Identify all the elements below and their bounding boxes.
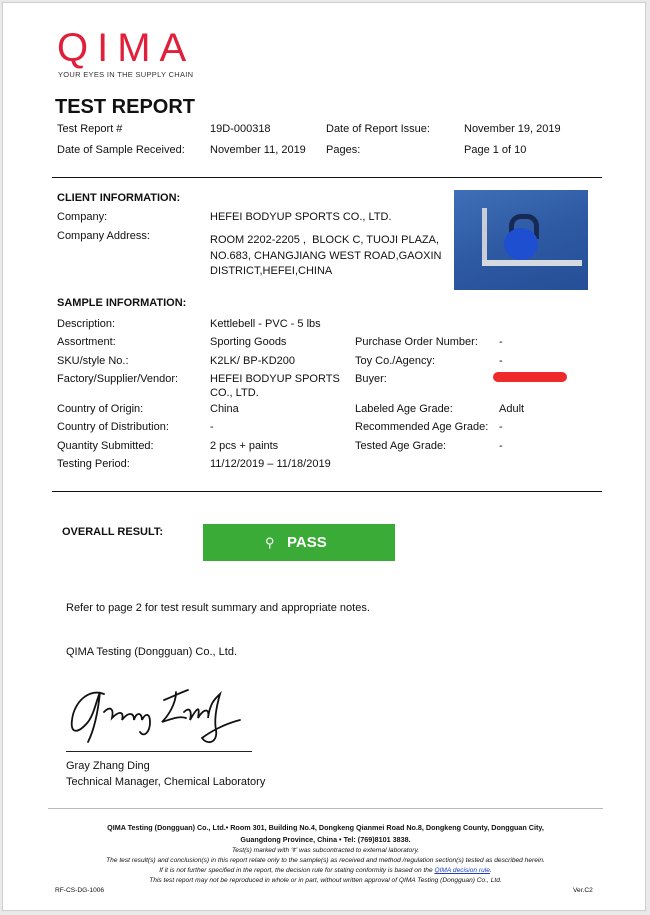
test-report-label: Test Report # bbox=[57, 123, 123, 135]
tested-age-value: - bbox=[499, 440, 503, 452]
footer-note2: The test result(s) and conclusion(s) in this report relate only to the sample(s) as received and method /regulation section(s) tested as described herein. bbox=[106, 857, 545, 864]
form-code: RF-CS-DG-1006 bbox=[55, 887, 105, 894]
issue-date-label: Date of Report Issue: bbox=[326, 123, 430, 135]
pass-text: PASS bbox=[287, 534, 327, 551]
qima-logo: QIMA bbox=[57, 26, 196, 70]
origin-label: Country of Origin: bbox=[57, 403, 144, 415]
test-report-value: 19D-000318 bbox=[210, 123, 271, 135]
pass-badge bbox=[203, 524, 395, 561]
company-value: HEFEI BODYUP SPORTS CO., LTD. bbox=[210, 211, 392, 223]
page-title: TEST REPORT bbox=[55, 96, 196, 118]
handwritten-signature bbox=[64, 672, 254, 752]
address-line-3: DISTRICT,HEFEI,CHINA bbox=[210, 265, 333, 277]
footer-address-line2: Guangdong Province, China • Tel: (769)8101 3838. bbox=[240, 835, 411, 844]
kettlebell-body bbox=[504, 228, 538, 260]
period-label: Testing Period: bbox=[57, 458, 130, 470]
footer-note1: Test(s) marked with '¢' was subcontracted to external laboratory. bbox=[231, 847, 420, 854]
photo-ruler-vertical bbox=[482, 208, 487, 266]
description-value: Kettlebell - PVC - 5 lbs bbox=[210, 318, 321, 330]
sample-received-label: Date of Sample Received: bbox=[57, 144, 185, 156]
client-heading: CLIENT INFORMATION: bbox=[57, 192, 181, 204]
pages-label: Pages: bbox=[326, 144, 361, 156]
address-line-1: ROOM 2202-2205 , BLOCK C, TUOJI PLAZA, bbox=[210, 234, 440, 246]
sample-photo bbox=[454, 190, 588, 290]
footer-address-line1: QIMA Testing (Dongguan) Co., Ltd.• Room 301, Building No.4, Dongkeng Qianmei Road No.8, Dongkeng County, Dongguan City, bbox=[107, 823, 544, 832]
lightbulb-icon: ⚲ bbox=[265, 535, 275, 550]
footer-divider bbox=[48, 808, 603, 809]
agency-value: - bbox=[499, 355, 503, 367]
sample-received-value: November 11, 2019 bbox=[210, 144, 306, 156]
report-page bbox=[2, 2, 646, 911]
buyer-redaction bbox=[493, 372, 567, 382]
assortment-label: Assortment: bbox=[57, 336, 116, 348]
version-label: Ver.C2 bbox=[573, 887, 593, 894]
factory-line-2: CO., LTD. bbox=[210, 387, 259, 399]
sku-value: K2LK/ BP-KD200 bbox=[210, 355, 295, 367]
signature-line bbox=[66, 751, 252, 752]
address-line-2: NO.683, CHANGJIANG WEST ROAD,GAOXIN bbox=[210, 250, 442, 262]
result-note: Refer to page 2 for test result summary and appropriate notes. bbox=[66, 602, 370, 614]
sample-heading: SAMPLE INFORMATION: bbox=[57, 297, 187, 309]
origin-value: China bbox=[210, 403, 239, 415]
footer-note3-prefix: If it is not further specified in the report, the decision rule for stating conformity is based on the bbox=[159, 867, 435, 874]
buyer-label: Buyer: bbox=[355, 373, 387, 385]
sku-label: SKU/style No.: bbox=[57, 355, 129, 367]
section-divider-top bbox=[52, 177, 602, 178]
agency-label: Toy Co./Agency: bbox=[355, 355, 436, 367]
quantity-value: 2 pcs + paints bbox=[210, 440, 279, 452]
factory-label: Factory/Supplier/Vendor: bbox=[57, 373, 179, 385]
distribution-value: - bbox=[210, 421, 214, 433]
assortment-value: Sporting Goods bbox=[210, 336, 287, 348]
section-divider-bottom bbox=[52, 491, 602, 492]
po-label: Purchase Order Number: bbox=[355, 336, 478, 348]
quantity-label: Quantity Submitted: bbox=[57, 440, 154, 452]
labeled-age-label: Labeled Age Grade: bbox=[355, 403, 453, 415]
tested-age-label: Tested Age Grade: bbox=[355, 440, 447, 452]
overall-result-label: OVERALL RESULT: bbox=[62, 526, 164, 538]
company-label: Company: bbox=[57, 211, 108, 223]
description-label: Description: bbox=[57, 318, 116, 330]
footer-note4: This test report may not be reproduced in whole or in part, without written approval of QIMA Testing (Dongguan) Co., Ltd. bbox=[149, 877, 502, 884]
period-value: 11/12/2019 – 11/18/2019 bbox=[210, 458, 331, 470]
footer-note3-suffix: . bbox=[489, 867, 492, 874]
signer-name: Gray Zhang Ding bbox=[66, 760, 150, 772]
po-value: - bbox=[499, 336, 503, 348]
company-name: QIMA Testing (Dongguan) Co., Ltd. bbox=[66, 646, 237, 658]
recommended-age-label: Recommended Age Grade: bbox=[355, 421, 489, 433]
pages-value: Page 1 of 10 bbox=[464, 144, 527, 156]
footer-note3 bbox=[48, 867, 603, 874]
decision-rule-link[interactable]: QIMA decision rule bbox=[434, 867, 490, 874]
labeled-age-value: Adult bbox=[499, 403, 525, 415]
distribution-label: Country of Distribution: bbox=[57, 421, 169, 433]
signer-title: Technical Manager, Chemical Laboratory bbox=[66, 776, 266, 788]
issue-date-value: November 19, 2019 bbox=[464, 123, 561, 135]
recommended-age-value: - bbox=[499, 421, 503, 433]
photo-ruler-horizontal bbox=[482, 260, 582, 266]
factory-line-1: HEFEI BODYUP SPORTS bbox=[210, 373, 340, 385]
logo-tagline: YOUR EYES IN THE SUPPLY CHAIN bbox=[58, 70, 194, 79]
address-label: Company Address: bbox=[57, 230, 150, 242]
